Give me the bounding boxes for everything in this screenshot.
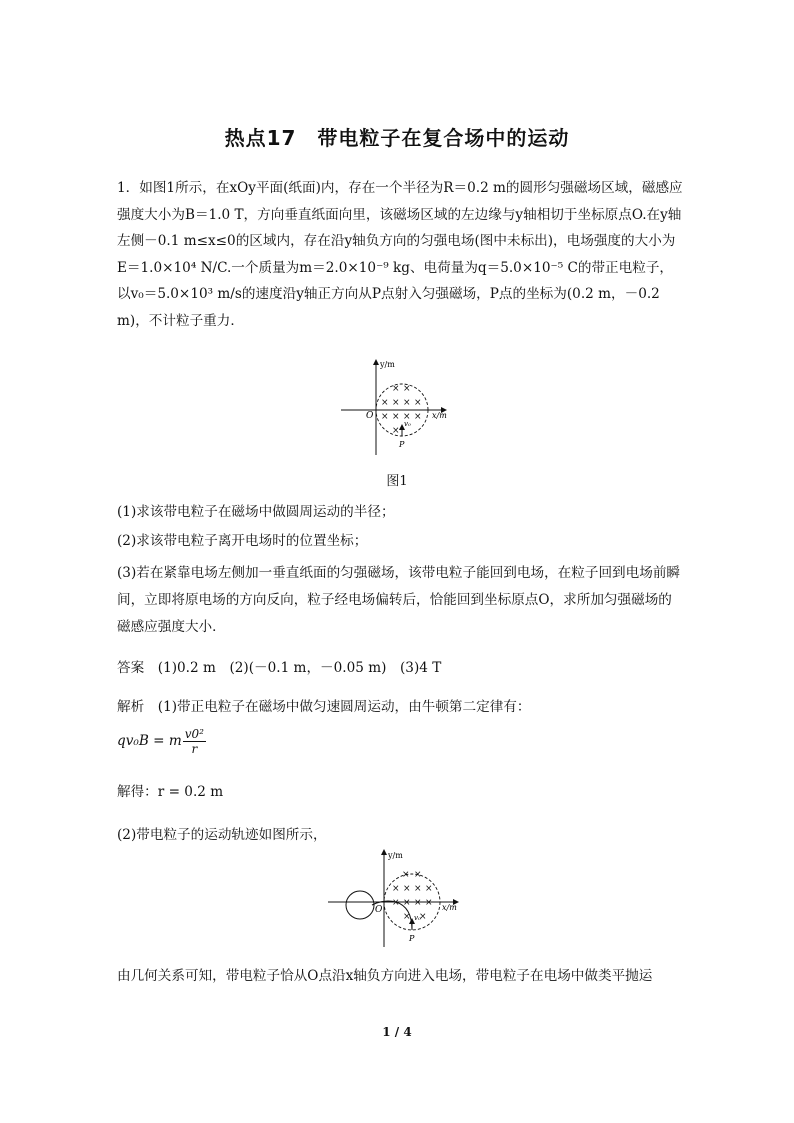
svg-text:×: ×	[403, 912, 411, 922]
svg-text:×: ×	[419, 912, 427, 922]
svg-text:×: ×	[414, 870, 422, 880]
formula-lhs: qv₀B = m	[117, 733, 182, 749]
left-trajectory-circle	[346, 891, 374, 919]
fig1-y-label: y/m	[380, 360, 395, 369]
formula-numerator: v0²	[184, 727, 204, 741]
svg-text:×: ×	[392, 898, 400, 908]
fig1-x-label: x/m	[432, 411, 447, 420]
newton-formula	[117, 727, 206, 756]
svg-text:×: ×	[403, 384, 411, 394]
fig1-point-label: P	[399, 440, 405, 449]
svg-text:×: ×	[392, 884, 400, 894]
svg-text:×: ×	[381, 398, 389, 408]
svg-text:×: ×	[381, 412, 389, 422]
figure-1	[336, 355, 456, 455]
svg-text:×: ×	[392, 398, 400, 408]
figure-1-caption: 图1	[386, 474, 408, 489]
fig2-y-label: y/m	[388, 851, 403, 860]
svg-text:×: ×	[392, 384, 400, 394]
fig2-point-label: P	[409, 934, 415, 943]
answer: 答案 (1)0.2 m (2)(－0.1 m，－0.05 m) (3)4 T	[117, 660, 442, 676]
geometry-text: 由几何关系可知，带电粒子恰从O点沿x轴负方向进入电场，带电粒子在电场中做类平抛运	[117, 968, 653, 984]
solve-result: 解得：r = 0.2 m	[117, 784, 224, 800]
svg-text:×: ×	[403, 412, 411, 422]
question-1: (1)求该带电粒子在磁场中做圆周运动的半径；	[117, 504, 395, 520]
formula-denominator: r	[191, 742, 198, 756]
problem-text: 1．如图1所示，在xOy平面(纸面)内，存在一个半径为R＝0.2 m的圆形匀强磁场区域，磁感应强度大小为B＝1.0 T，方向垂直纸面向里，该磁场区域的左边缘与y轴相切于坐标原点O.在y轴左侧－0.1 m≤x≤0的区域内，存在沿y轴负方向的匀强电场(图中未标出)，电场强度的大小为E＝1.0×10⁴ N/C.一个质量为m＝2.0×10⁻⁹ kg、电荷量为q＝5.0×10⁻⁵ C的带正电粒子，以v₀＝5.0×10³ m/s的速度沿y轴正方向从P点射入匀强磁场，P点的坐标为(0.2 m，－0.2 m)，不计粒子重力．	[117, 180, 683, 329]
fig1-velocity-label: v₀	[404, 420, 411, 428]
figure-2	[326, 847, 466, 947]
part-2-intro: (2)带电粒子的运动轨迹如图所示，	[117, 827, 327, 843]
svg-text:×: ×	[425, 884, 433, 894]
fig2-x-label: x/m	[442, 903, 457, 912]
svg-text:×: ×	[414, 884, 422, 894]
svg-text:×: ×	[414, 898, 422, 908]
formula-fraction	[183, 727, 206, 756]
page-title: 热点17 带电粒子在复合场中的运动	[224, 126, 570, 150]
svg-text:×: ×	[392, 412, 400, 422]
svg-text:×: ×	[425, 898, 433, 908]
fig2-origin-label: O	[375, 905, 383, 915]
svg-text:×: ×	[403, 884, 411, 894]
question-2: (2)求该带电粒子离开电场时的位置坐标；	[117, 533, 368, 549]
question-3: (3)若在紧靠电场左侧加一垂直纸面的匀强磁场，该带电粒子能回到电场，在粒子回到电场前瞬间，立即将原电场的方向反向，粒子经电场偏转后，恰能回到坐标原点O，求所加匀强磁场的磁感应强度大小．	[117, 565, 681, 635]
svg-text:×: ×	[414, 398, 422, 408]
svg-text:×: ×	[392, 426, 400, 436]
analysis-intro: 解析 (1)带正电粒子在磁场中做匀速圆周运动，由牛顿第二定律有：	[117, 699, 531, 715]
page-number: 1 / 4	[382, 1025, 412, 1039]
svg-text:×: ×	[402, 870, 410, 880]
svg-text:×: ×	[414, 412, 422, 422]
svg-text:×: ×	[403, 398, 411, 408]
fig1-origin-label: O	[366, 411, 374, 421]
fig2-velocity-label: v₀	[414, 914, 421, 922]
svg-text:×: ×	[403, 898, 411, 908]
